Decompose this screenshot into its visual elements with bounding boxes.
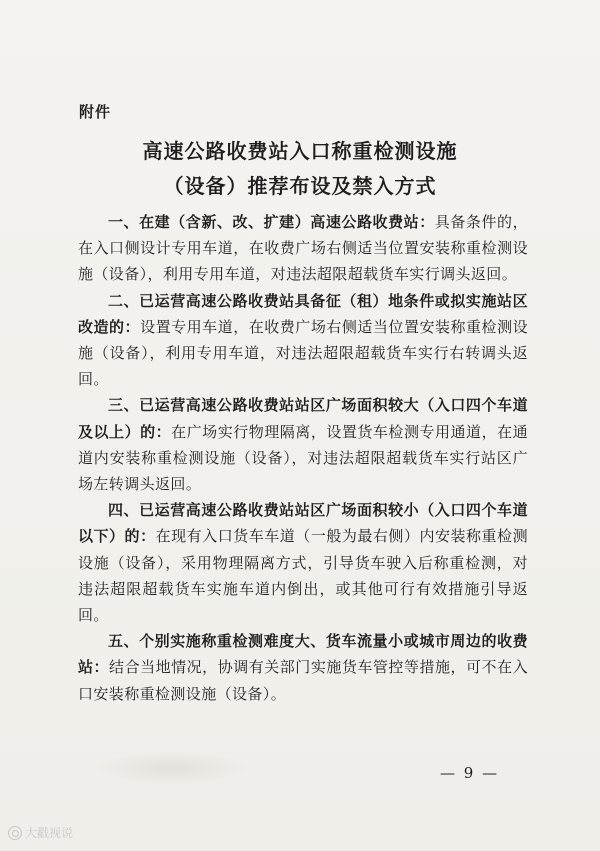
paragraph-text: 在广场实行物理隔离，设置货车检测专用通道，在通道内安装称重检测设施（设备），对违法超限超载货车实行站区广场左转调头返回。 [78,422,529,494]
paragraph-2 [78,288,528,393]
paragraph-text: 结合当地情况，协调有关部门实施货车管控等措施，可不在入口安装称重检测设施（设备）。 [78,658,528,703]
document-title-line1: 高速公路收费站入口称重检测设施 [142,139,458,163]
paragraph-text: 在现有入口货车车道（一般为最右侧）内安装称重检测设施（设备），采用物理隔离方式，引导货车驶入后称重检测，对违法超限超载货车实施车道内倒出，或其他可行有效措施引导返回。 [78,527,528,625]
watermark [8,824,73,841]
paragraph-text: 具备条件的，在入口侧设计专用车道，在收费广场右侧适当位置安装称重检测设施（设备），利用专用车道，对违法超限超载货车实行调头返回。 [78,213,529,284]
paragraph-lead: 五、个别实施称重检测难度大、货车流量小或城市周边的收费站： [78,632,528,677]
document-body [78,209,528,707]
watermark-text: 大戳视说 [25,826,74,840]
paragraph-lead: 三、已运营高速公路收费站站区广场面积较大（入口四个车道及以上）的： [78,396,528,441]
paragraph-lead: 一、在建（含新、改、扩建）高速公路收费站： [108,213,435,231]
paragraph-lead: 二、已运营高速公路收费站具备征（租）地条件或拟实施站区改造的： [78,291,528,336]
paragraph-5 [78,628,528,707]
scan-smudge [92,751,252,785]
paragraph-3 [78,392,528,497]
paragraph-text: 设置专用车道，在收费广场右侧适当位置安装称重检测设施（设备），利用专用车道，对违法超限超载货车实行右转调头返回。 [78,317,528,389]
watermark-logo-icon [8,826,22,840]
paragraph-lead: 四、已运营高速公路收费站站区广场面积较小（入口四个车道以下）的： [78,501,528,546]
attachment-label: 附件 [79,103,112,121]
paragraph-4 [78,497,528,628]
document-title-line2: （设备）推荐布设及禁入方式 [163,174,437,198]
paragraph-1 [78,209,528,288]
page-number: — 9 — [440,764,500,782]
